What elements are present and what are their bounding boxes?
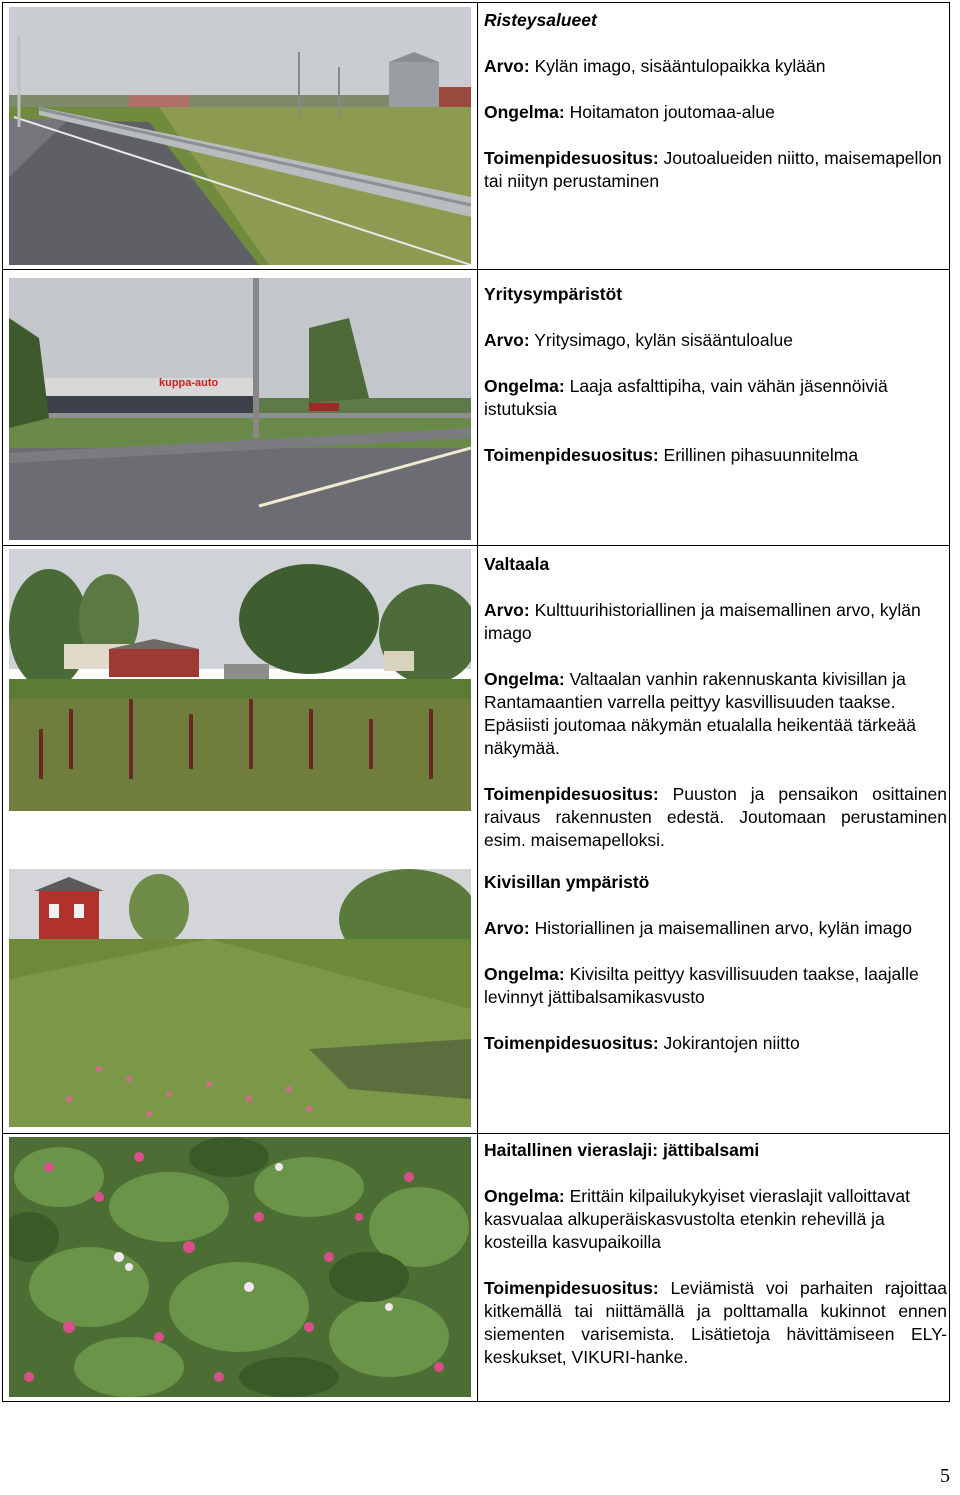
arvo-label: Arvo: <box>484 918 530 938</box>
photo-road-crossing <box>9 7 471 265</box>
sign-text: kuppa-auto <box>159 377 219 389</box>
ongelma-text: Erittäin kilpailukykyiset vieraslajit valloittavat kasvualaa alkuperäiskasvustolta etenkin rehevillä ja kosteilla kasvupaikoilla <box>484 1186 910 1252</box>
photo-himalayan-balsam <box>9 1137 471 1397</box>
section-heading: Yritysympäristöt <box>484 284 623 304</box>
ongelma-label: Ongelma: <box>484 1186 565 1206</box>
section-heading: Kivisillan ympäristö <box>484 872 650 892</box>
toimenpide-label: Toimenpidesuositus: <box>484 1033 659 1053</box>
ongelma-text: Hoitamaton joutomaa-alue <box>564 102 775 122</box>
section-text <box>484 553 947 852</box>
section-heading: Haitallinen vieraslaji: jättibalsami <box>484 1140 760 1160</box>
section-text <box>484 871 947 1055</box>
ongelma-label: Ongelma: <box>484 376 565 396</box>
toimenpide-text: Leviämistä voi parhaiten rajoittaa kitkemällä tai niittämällä ja polttamalla kukinnot ennen siementen varisemista. Lisätietoja hävittämiseen ELY-keskukset, VIKURI-hanke. <box>484 1278 947 1367</box>
section-yritysymparistot <box>3 269 949 546</box>
section-kivisillan-ymparisto <box>3 865 949 1134</box>
toimenpide-text: Erillinen pihasuunnitelma <box>658 445 859 465</box>
page-number: 5 <box>940 1465 950 1487</box>
arvo-label: Arvo: <box>484 56 530 76</box>
photo-business-area <box>9 278 471 540</box>
arvo-text: Historiallinen ja maisemallinen arvo, kylän imago <box>529 918 912 938</box>
section-valtaala <box>3 545 949 865</box>
ongelma-text: Laaja asfalttipiha, vain vähän jäsennöiviä istutuksia <box>484 376 888 419</box>
toimenpide-label: Toimenpidesuositus: <box>484 445 659 465</box>
section-heading: Valtaala <box>484 554 550 574</box>
arvo-label: Arvo: <box>484 600 530 620</box>
ongelma-label: Ongelma: <box>484 102 565 122</box>
toimenpide-label: Toimenpidesuositus: <box>484 148 659 168</box>
toimenpide-text: Joutoalueiden niitto, maisemapellon tai niityn perustaminen <box>484 148 942 191</box>
section-text <box>484 1139 947 1369</box>
ongelma-label: Ongelma: <box>484 669 565 689</box>
ongelma-text: Kivisilta peittyy kasvillisuuden taakse, laajalle levinnyt jättibalsamikasvusto <box>484 964 919 1007</box>
toimenpide-text: Jokirantojen niitto <box>658 1033 800 1053</box>
document-table <box>2 2 950 1402</box>
photo-stone-bridge-area <box>9 869 471 1127</box>
section-text <box>484 283 947 467</box>
photo-valtaala-village <box>9 549 471 811</box>
arvo-text: Kylän imago, sisääntulopaikka kylään <box>529 56 826 76</box>
arvo-text: Yritysimago, kylän sisääntuloalue <box>529 330 793 350</box>
ongelma-label: Ongelma: <box>484 964 565 984</box>
toimenpide-text: Puuston ja pensaikon osittainen raivaus rakennusten edestä. Joutomaan perustaminen esim. maisemapelloksi. <box>484 784 947 850</box>
section-jattibalsami <box>3 1133 949 1401</box>
section-risteysalueet <box>3 3 949 270</box>
toimenpide-label: Toimenpidesuositus: <box>484 784 659 804</box>
arvo-text: Kulttuurihistoriallinen ja maisemallinen arvo, kylän imago <box>484 600 921 643</box>
arvo-label: Arvo: <box>484 330 530 350</box>
toimenpide-label: Toimenpidesuositus: <box>484 1278 659 1298</box>
section-text <box>484 9 947 193</box>
ongelma-text: Valtaalan vanhin rakennuskanta kivisillan ja Rantamaantien varrella peittyy kasvillisuuden taakse. Epäsiisti joutomaa näkymän etualalla heikentää tärkeää näkymää. <box>484 669 916 758</box>
section-heading: Risteysalueet <box>484 10 597 30</box>
